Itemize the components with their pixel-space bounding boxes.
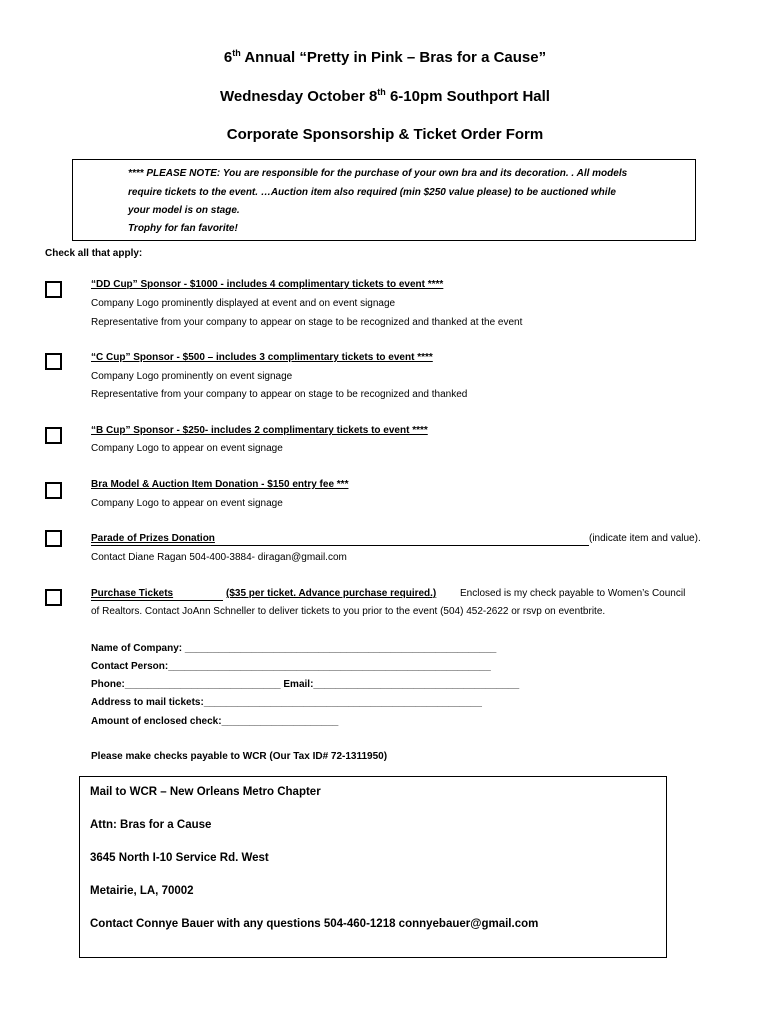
purchase-tickets-line-1: of Realtors. Contact JoAnn Schneller to deliver tickets to you prior to the event (504) 452-2622 or rsvp on eventbrite.	[91, 606, 606, 617]
date-superscript: th	[377, 87, 386, 97]
date-text-rest: 6-10pm Southport Hall	[385, 88, 550, 105]
b-cup-line-1: Company Logo to appear on event signage	[91, 443, 283, 454]
purchase-tickets-price: ($35 per ticket. Advance purchase required.)	[226, 588, 437, 599]
dd-cup-heading: “DD Cup” Sponsor - $1000 - includes 4 complimentary tickets to event ****	[91, 279, 444, 290]
parade-prizes-line-1: Contact Diane Ragan 504-400-3884- diragan@gmail.com	[91, 552, 347, 563]
mail-line-4: Metairie, LA, 70002	[90, 885, 194, 897]
address-field[interactable]: Address to mail tickets:__________________________________________________	[91, 697, 482, 708]
note-line-1: **** PLEASE NOTE: You are responsible for the purchase of your own bra and its decoration. . All models	[128, 168, 628, 179]
note-line-2: require tickets to the event. …Auction item also required (min $250 value please) to be auctioned while	[128, 187, 616, 198]
form-title: Corporate Sponsorship & Ticket Order Form	[226, 126, 544, 143]
date-text: Wednesday October 8	[220, 88, 378, 105]
contact-person-field[interactable]: Contact Person:__________________________________________________________	[91, 661, 491, 672]
title-text: 6	[223, 49, 233, 66]
parade-prizes-heading: Parade of Prizes Donation	[91, 533, 215, 544]
purchase-tickets-underline	[91, 588, 223, 601]
parade-prizes-underline	[91, 533, 589, 546]
c-cup-line-1: Company Logo prominently on event signage	[91, 371, 293, 382]
parade-prizes-suffix: (indicate item and value).	[589, 533, 701, 544]
bra-model-line-1: Company Logo to appear on event signage	[91, 498, 283, 509]
note-line-4: Trophy for fan favorite!	[128, 223, 238, 234]
c-cup-line-2: Representative from your company to appear on stage to be recognized and thanked	[91, 389, 468, 400]
purchase-tickets-rest: Enclosed is my check payable to Women’s Council	[460, 588, 686, 599]
dd-cup-checkbox[interactable]	[45, 281, 62, 298]
bra-model-checkbox[interactable]	[45, 482, 62, 499]
check-all-label: Check all that apply:	[45, 248, 143, 259]
payable-note: Please make checks payable to WCR (Our Tax ID# 72-1311950)	[91, 751, 388, 762]
amount-field[interactable]: Amount of enclosed check:_____________________	[91, 716, 339, 727]
note-line-3: your model is on stage.	[128, 205, 240, 216]
company-name-field[interactable]: Name of Company: ________________________________________________________	[91, 643, 497, 654]
mail-box	[79, 776, 667, 958]
title-superscript: th	[232, 48, 241, 58]
dd-cup-line-1: Company Logo prominently displayed at event and on event signage	[91, 298, 396, 309]
dd-cup-line-2: Representative from your company to appear on stage to be recognized and thanked at the event	[91, 317, 523, 328]
purchase-tickets-heading: Purchase Tickets	[91, 588, 174, 599]
purchase-tickets-checkbox[interactable]	[45, 589, 62, 606]
b-cup-heading: “B Cup” Sponsor - $250- includes 2 complimentary tickets to event ****	[91, 425, 428, 436]
event-date	[0, 88, 770, 105]
phone-email-field[interactable]: Phone:____________________________ Email:_____________________________________	[91, 679, 520, 690]
c-cup-heading: “C Cup” Sponsor - $500 – includes 3 complimentary tickets to event ****	[91, 352, 433, 363]
c-cup-checkbox[interactable]	[45, 353, 62, 370]
title-text-rest: Annual “Pretty in Pink – Bras for a Cause”	[240, 49, 547, 66]
mail-line-3: 3645 North I-10 Service Rd. West	[90, 852, 269, 864]
b-cup-checkbox[interactable]	[45, 427, 62, 444]
parade-prizes-checkbox[interactable]	[45, 530, 62, 547]
bra-model-heading: Bra Model & Auction Item Donation - $150 entry fee ***	[91, 479, 349, 490]
mail-line-5: Contact Connye Bauer with any questions 504-460-1218 connyebauer@gmail.com	[90, 918, 539, 930]
mail-line-2: Attn: Bras for a Cause	[90, 819, 212, 831]
mail-line-1: Mail to WCR – New Orleans Metro Chapter	[90, 786, 321, 798]
event-title	[0, 49, 770, 66]
